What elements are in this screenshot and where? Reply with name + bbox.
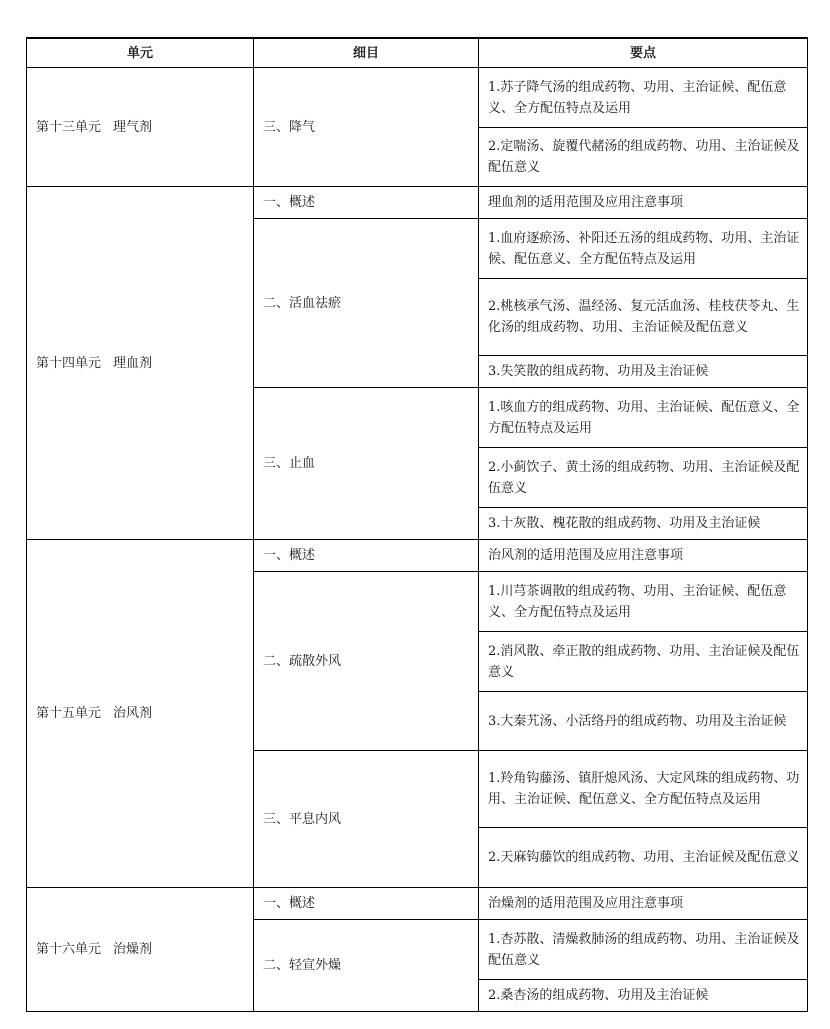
point-cell: 3.失笑散的组成药物、功用及主治证候 xyxy=(479,356,808,388)
table-row xyxy=(27,68,808,128)
point-cell: 3.大秦艽汤、小活络丹的组成药物、功用及主治证候 xyxy=(479,692,808,751)
point-cell: 2.桃核承气汤、温经汤、复元活血汤、桂枝茯苓丸、生化汤的组成药物、功用、主治证候及配伍意义 xyxy=(479,279,808,356)
point-cell: 1.苏子降气汤的组成药物、功用、主治证候、配伍意义、全方配伍特点及运用 xyxy=(479,68,808,128)
unit-name: 理血剂 xyxy=(113,355,153,371)
syllabus-table xyxy=(26,37,808,1012)
unit-name: 理气剂 xyxy=(113,119,153,135)
subject-cell: 二、疏散外风 xyxy=(254,572,479,751)
header-points: 要点 xyxy=(479,38,808,68)
point-cell: 理血剂的适用范围及应用注意事项 xyxy=(479,187,808,219)
point-cell: 2.定喘汤、旋覆代赭汤的组成药物、功用、主治证候及配伍意义 xyxy=(479,128,808,187)
point-cell: 2.桑杏汤的组成药物、功用及主治证候 xyxy=(479,980,808,1012)
unit-number: 第十五单元 xyxy=(36,706,102,721)
unit-cell xyxy=(27,540,254,888)
unit-cell xyxy=(27,888,254,1012)
point-cell: 1.咳血方的组成药物、功用、主治证候、配伍意义、全方配伍特点及运用 xyxy=(479,388,808,448)
point-cell: 1.川芎茶调散的组成药物、功用、主治证候、配伍意义、全方配伍特点及运用 xyxy=(479,572,808,632)
header-unit: 单元 xyxy=(27,38,254,68)
unit-cell xyxy=(27,187,254,540)
point-cell: 2.小蓟饮子、黄土汤的组成药物、功用、主治证候及配伍意义 xyxy=(479,448,808,508)
subject-cell: 三、降气 xyxy=(254,68,479,187)
table-row xyxy=(27,888,808,920)
point-cell: 治风剂的适用范围及应用注意事项 xyxy=(479,540,808,572)
point-cell: 2.消风散、牵正散的组成药物、功用、主治证候及配伍意义 xyxy=(479,632,808,692)
unit-name: 治燥剂 xyxy=(113,942,153,957)
point-cell: 1.羚角钩藤汤、镇肝熄风汤、大定风珠的组成药物、功用、主治证候、配伍意义、全方配伍特点及运用 xyxy=(479,751,808,828)
unit-name: 治风剂 xyxy=(113,706,153,721)
point-cell: 治燥剂的适用范围及应用注意事项 xyxy=(479,888,808,920)
unit-cell xyxy=(27,68,254,187)
subject-cell: 一、概述 xyxy=(254,888,479,920)
unit-number: 第十四单元 xyxy=(36,355,102,371)
point-cell: 2.天麻钩藤饮的组成药物、功用、主治证候及配伍意义 xyxy=(479,828,808,888)
subject-cell: 三、平息内风 xyxy=(254,751,479,888)
point-cell: 1.血府逐瘀汤、补阳还五汤的组成药物、功用、主治证候、配伍意义、全方配伍特点及运用 xyxy=(479,219,808,279)
subject-cell: 一、概述 xyxy=(254,540,479,572)
unit-number: 第十三单元 xyxy=(36,119,102,135)
header-subject: 细目 xyxy=(254,38,479,68)
point-cell: 3.十灰散、槐花散的组成药物、功用及主治证候 xyxy=(479,508,808,540)
subject-cell: 一、概述 xyxy=(254,187,479,219)
table-row xyxy=(27,187,808,219)
unit-number: 第十六单元 xyxy=(36,942,102,957)
header-row xyxy=(27,38,808,68)
subject-cell: 三、止血 xyxy=(254,388,479,540)
table-row xyxy=(27,540,808,572)
subject-cell: 二、轻宣外燥 xyxy=(254,920,479,1012)
subject-cell: 二、活血祛瘀 xyxy=(254,219,479,388)
point-cell: 1.杏苏散、清燥救肺汤的组成药物、功用、主治证候及配伍意义 xyxy=(479,920,808,980)
